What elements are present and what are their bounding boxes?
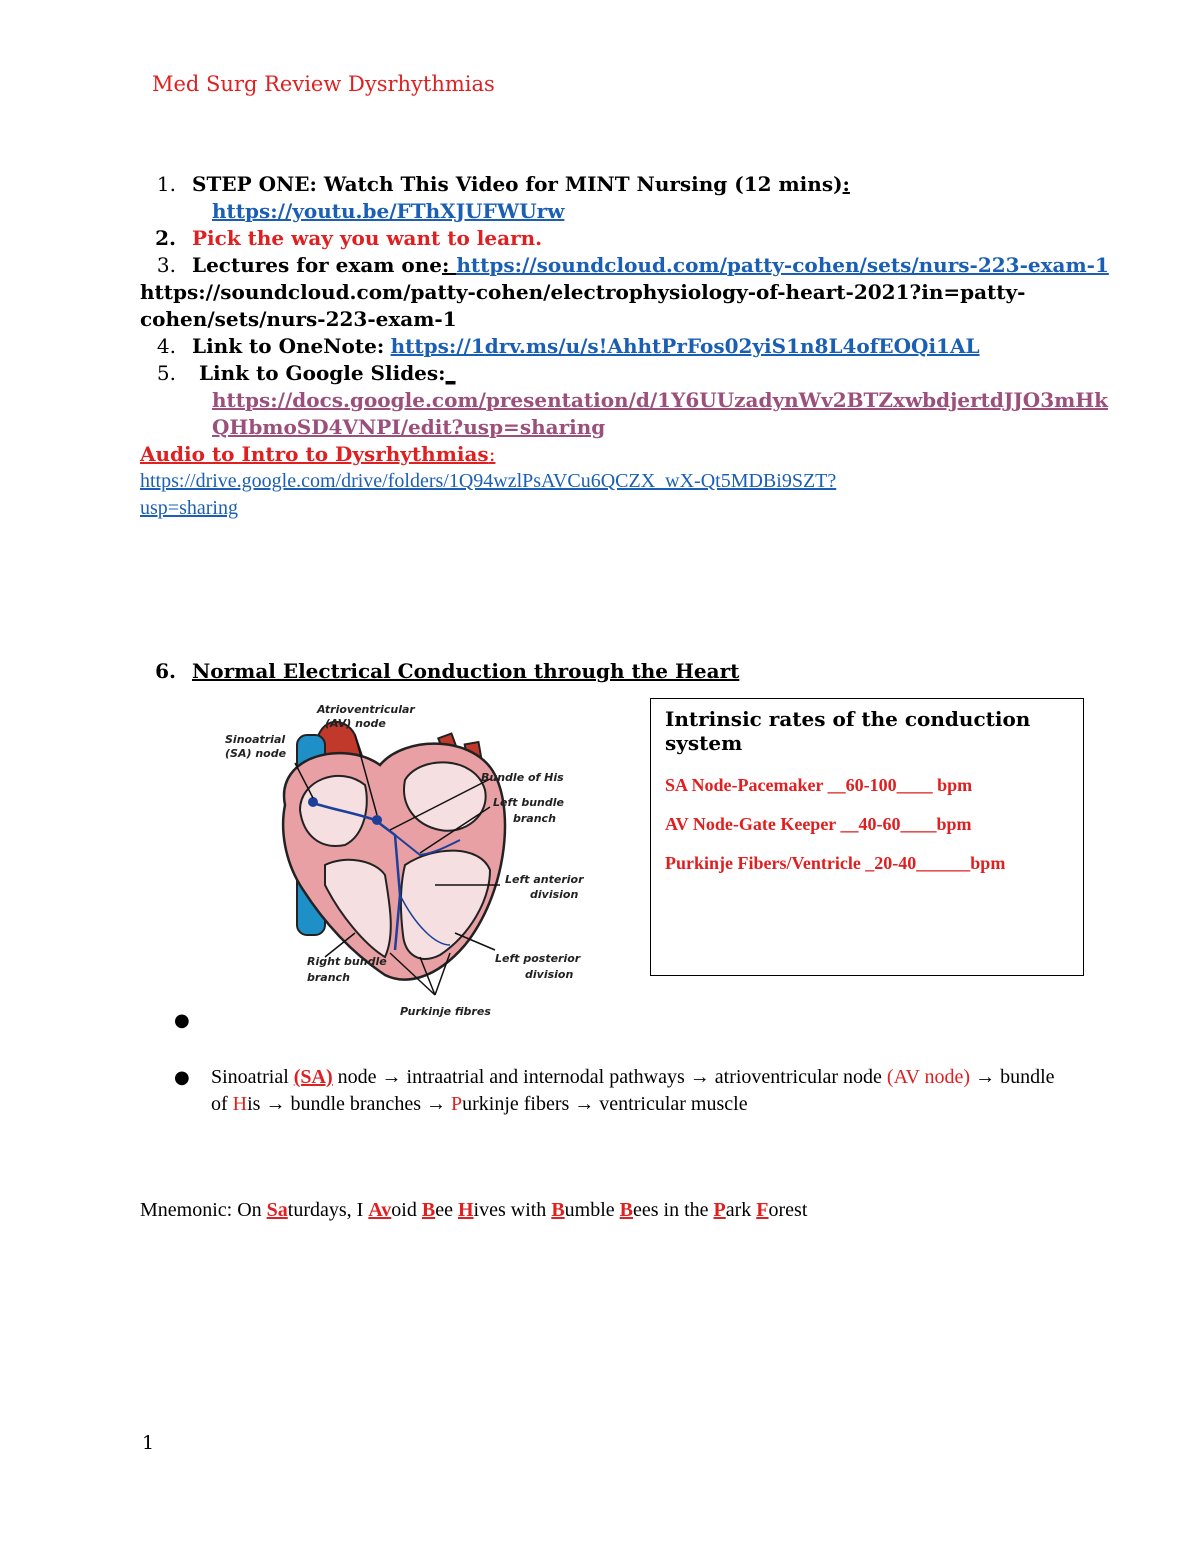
mnemonic-text: Mnemonic: On — [140, 1199, 267, 1221]
label-purkinje: Purkinje fibres — [400, 1005, 491, 1018]
step-3-colon: : — [442, 253, 457, 277]
audio-label: Audio to Intro to Dysrhythmias — [140, 442, 489, 466]
step-5-underscore: _ — [445, 361, 456, 385]
label-av-node-1: Atrioventricular — [317, 703, 415, 716]
heart-conduction-diagram — [205, 695, 585, 1025]
empty-bullet: ● — [174, 1010, 190, 1031]
mnemonic-text: umble — [564, 1199, 620, 1221]
sa-node-dot — [308, 797, 318, 807]
label-sa-node-2: (SA) node — [225, 747, 287, 760]
flow-his-highlight: H — [232, 1093, 248, 1115]
audio-colon: : — [488, 442, 496, 466]
conduction-flow-text — [211, 1064, 1061, 1118]
step-2-label: Pick the way you want to learn. — [192, 226, 543, 250]
label-right-bundle-2: branch — [307, 971, 350, 984]
drive-link-line1[interactable]: https://drive.google.com/drive/folders/1Q94wzlPsAVCu6QCZX_wX-Qt5MDBi9SZT? — [140, 470, 837, 492]
flow-text: is → bundle branches → — [247, 1093, 451, 1115]
page-number: 1 — [142, 1432, 155, 1454]
av-node-dot — [372, 815, 382, 825]
flow-sa-highlight: (SA) — [293, 1066, 333, 1088]
rates-box-title: Intrinsic rates of the conduction system — [665, 707, 1031, 755]
google-slides-link-line2[interactable]: QHbmoSD4VNPI/edit?usp=sharing — [212, 415, 606, 439]
mnemonic-text: ee — [435, 1199, 458, 1221]
step-5-label: Link to Google Slides: — [192, 361, 446, 385]
soundcloud-electro-url-line1: https://soundcloud.com/patty-cohen/electrophysiology-of-heart-2021?in=patty- — [140, 280, 1026, 304]
flow-text: urkinje fibers → ventricular muscle — [462, 1093, 748, 1115]
soundcloud-electro-url-line2: cohen/sets/nurs-223-exam-1 — [140, 307, 457, 331]
mnemonic-key: F — [756, 1199, 769, 1221]
step-1-label: STEP ONE: Watch This Video for MINT Nursing (12 mins) — [192, 172, 843, 196]
label-left-bundle-2: branch — [513, 812, 556, 825]
mnemonic-key: Av — [368, 1199, 392, 1221]
step-4 — [140, 333, 980, 360]
mnemonic-text: ark — [725, 1199, 757, 1221]
step-5 — [140, 360, 456, 387]
soundcloud-exam-link[interactable]: https://soundcloud.com/patty-cohen/sets/nurs-223-exam-1 — [456, 253, 1109, 277]
mnemonic-key: B — [551, 1199, 565, 1221]
mnemonic-key: P — [713, 1199, 726, 1221]
step-number: 3. — [156, 253, 176, 277]
section-number: 6. — [155, 659, 176, 683]
label-right-bundle-1: Right bundle — [307, 955, 387, 968]
section-6-heading — [140, 658, 739, 685]
rate-sa-node: SA Node-Pacemaker __60-100____ bpm — [665, 775, 973, 795]
rate-av-node: AV Node-Gate Keeper __40-60____bpm — [665, 814, 972, 834]
audio-heading — [140, 441, 495, 468]
mnemonic-text: orest — [768, 1199, 808, 1221]
label-left-anterior-2: division — [530, 888, 579, 901]
step-2 — [140, 225, 542, 252]
step-3-label: Lectures for exam one — [192, 253, 443, 277]
onenote-link[interactable]: https://1drv.ms/u/s!AhhtPrFos02yiS1n8L4ofEOQi1AL — [390, 334, 980, 358]
mnemonic-key: H — [457, 1199, 474, 1221]
label-sa-node-1: Sinoatrial — [225, 733, 286, 746]
step-1 — [140, 171, 850, 198]
step-number: 1. — [156, 172, 176, 196]
flow-bullet: ● — [174, 1067, 190, 1088]
drive-link-line2[interactable]: usp=sharing — [140, 497, 238, 519]
mnemonic-key: B — [421, 1199, 436, 1221]
mnemonic-text: turdays, I — [287, 1199, 369, 1221]
step-number: 5. — [156, 361, 176, 385]
mnemonic-text: oid — [391, 1199, 422, 1221]
intrinsic-rates-box — [650, 698, 1084, 976]
step-number: 2. — [155, 226, 176, 250]
google-slides-link-line1[interactable]: https://docs.google.com/presentation/d/1Y6UUzadynWv2BTZxwbdjertdJJO3mHk — [212, 388, 1109, 412]
document-title: Med Surg Review Dysrhythmias — [152, 72, 495, 96]
flow-text: → bundle of — [211, 1066, 1055, 1115]
label-av-node-2: (AV) node — [325, 717, 386, 730]
mnemonic-text: ives with — [473, 1199, 552, 1221]
flow-text: node → intraatrial and internodal pathways → atrioventricular node — [332, 1066, 887, 1088]
rate-purkinje: Purkinje Fibers/Ventricle _20-40______bpm — [665, 853, 1006, 873]
step-1-colon: : — [842, 172, 850, 196]
label-left-anterior-1: Left anterior — [505, 873, 584, 886]
label-bundle-his: Bundle of His — [481, 771, 564, 784]
flow-av-highlight: (AV node) — [886, 1066, 971, 1088]
step-number: 4. — [156, 334, 176, 358]
flow-text: Sinoatrial — [211, 1066, 294, 1088]
mnemonic-key: Sa — [266, 1199, 288, 1221]
mnemonic-key: B — [619, 1199, 633, 1221]
step-4-label: Link to OneNote: — [192, 334, 385, 358]
section-6-title: Normal Electrical Conduction through the Heart — [192, 659, 740, 683]
label-left-posterior-1: Left posterior — [495, 952, 581, 965]
mnemonic-text: ees in the — [633, 1199, 714, 1221]
youtube-link[interactable]: https://youtu.be/FThXJUFWUrw — [212, 199, 565, 223]
step-3 — [140, 252, 1109, 279]
mnemonic — [140, 1199, 807, 1222]
label-left-bundle-1: Left bundle — [493, 796, 564, 809]
label-left-posterior-2: division — [525, 968, 574, 981]
right-atrium-shape — [300, 776, 367, 846]
flow-purkinje-highlight: P — [450, 1093, 463, 1115]
